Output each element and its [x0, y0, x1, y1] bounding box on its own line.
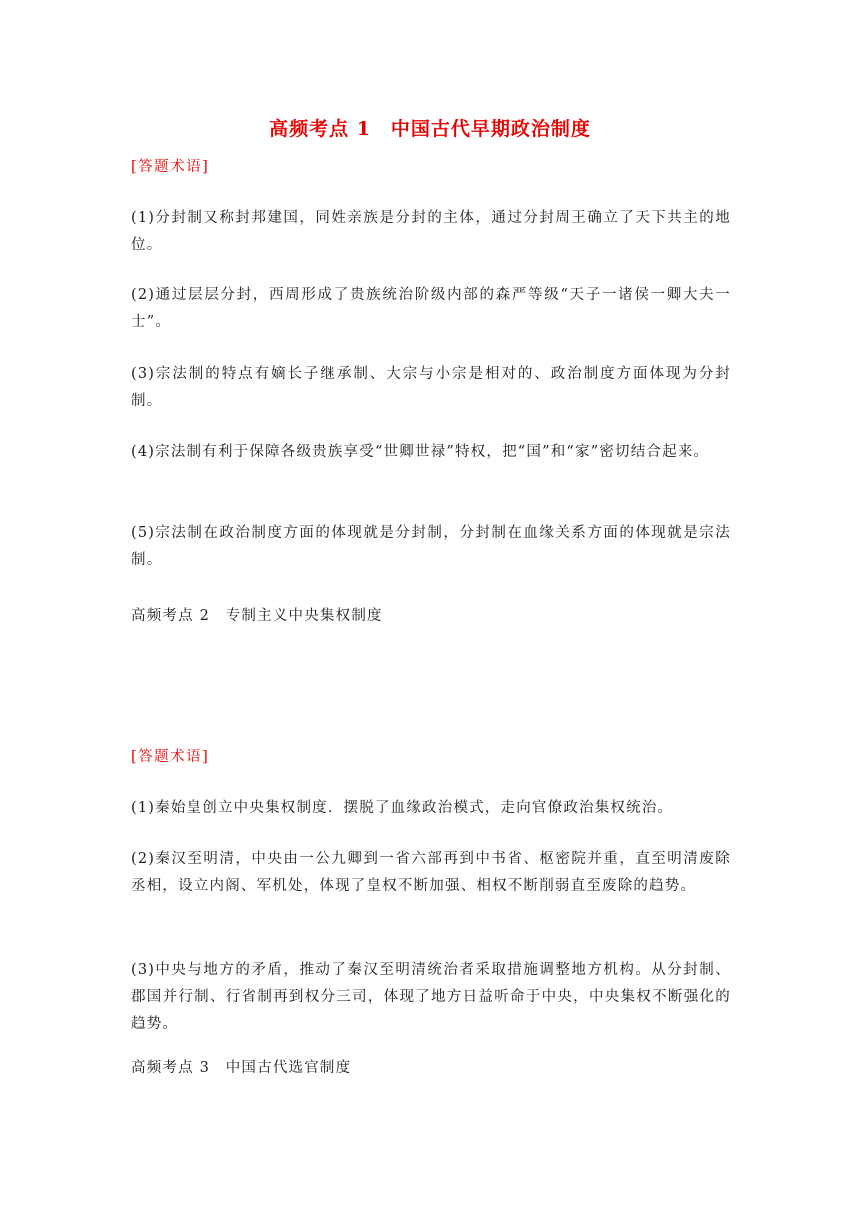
section1-title: 高频考点 1 中国古代早期政治制度	[269, 118, 591, 140]
section1-item-5: (5)宗法制在政治制度方面的体现就是分封制，分封制在血缘关系方面的体现就是宗法制。	[131, 525, 731, 568]
section2-answer-terms-tag: [答题术语]	[131, 749, 210, 765]
section1-item-2: (2)通过层层分封，西周形成了贵族统治阶级内部的森严等级“天子一诸侯一卿大夫一士”。	[131, 287, 731, 330]
section2-item-1: (1)秦始皇创立中央集权制度．摆脱了血缘政治模式，走向官僚政治集权统治。	[131, 800, 674, 816]
section1-item-1: (1)分封制又称封邦建国，同姓亲族是分封的主体，通过分封周王确立了天下共主的地位。	[131, 210, 731, 253]
section2-heading: 高频考点 2 专制主义中央集权制度	[131, 608, 383, 624]
section1-item-4: (4)宗法制有利于保障各级贵族享受“世卿世禄”特权，把“国”和“家”密切结合起来。	[131, 444, 710, 460]
section2-item-3: (3)中央与地方的矛盾，推动了秦汉至明清统治者采取措施调整地方机构。从分封制、郡国并行制、行省制再到权分三司，体现了地方日益听命于中央，中央集权不断强化的趋势。	[131, 962, 731, 1032]
section3-heading: 高频考点 3 中国古代选官制度	[131, 1060, 352, 1076]
section1-item-3: (3)宗法制的特点有嫡长子继承制、大宗与小宗是相对的、政治制度方面体现为分封制。	[131, 366, 731, 409]
section2-item-2: (2)秦汉至明清，中央由一公九卿到一省六部再到中书省、枢密院并重，直至明清废除丞相，设立内阁、军机处，体现了皇权不断加强、相权不断削弱直至废除的趋势。	[131, 851, 731, 894]
section1-answer-terms-tag: [答题术语]	[131, 159, 210, 175]
